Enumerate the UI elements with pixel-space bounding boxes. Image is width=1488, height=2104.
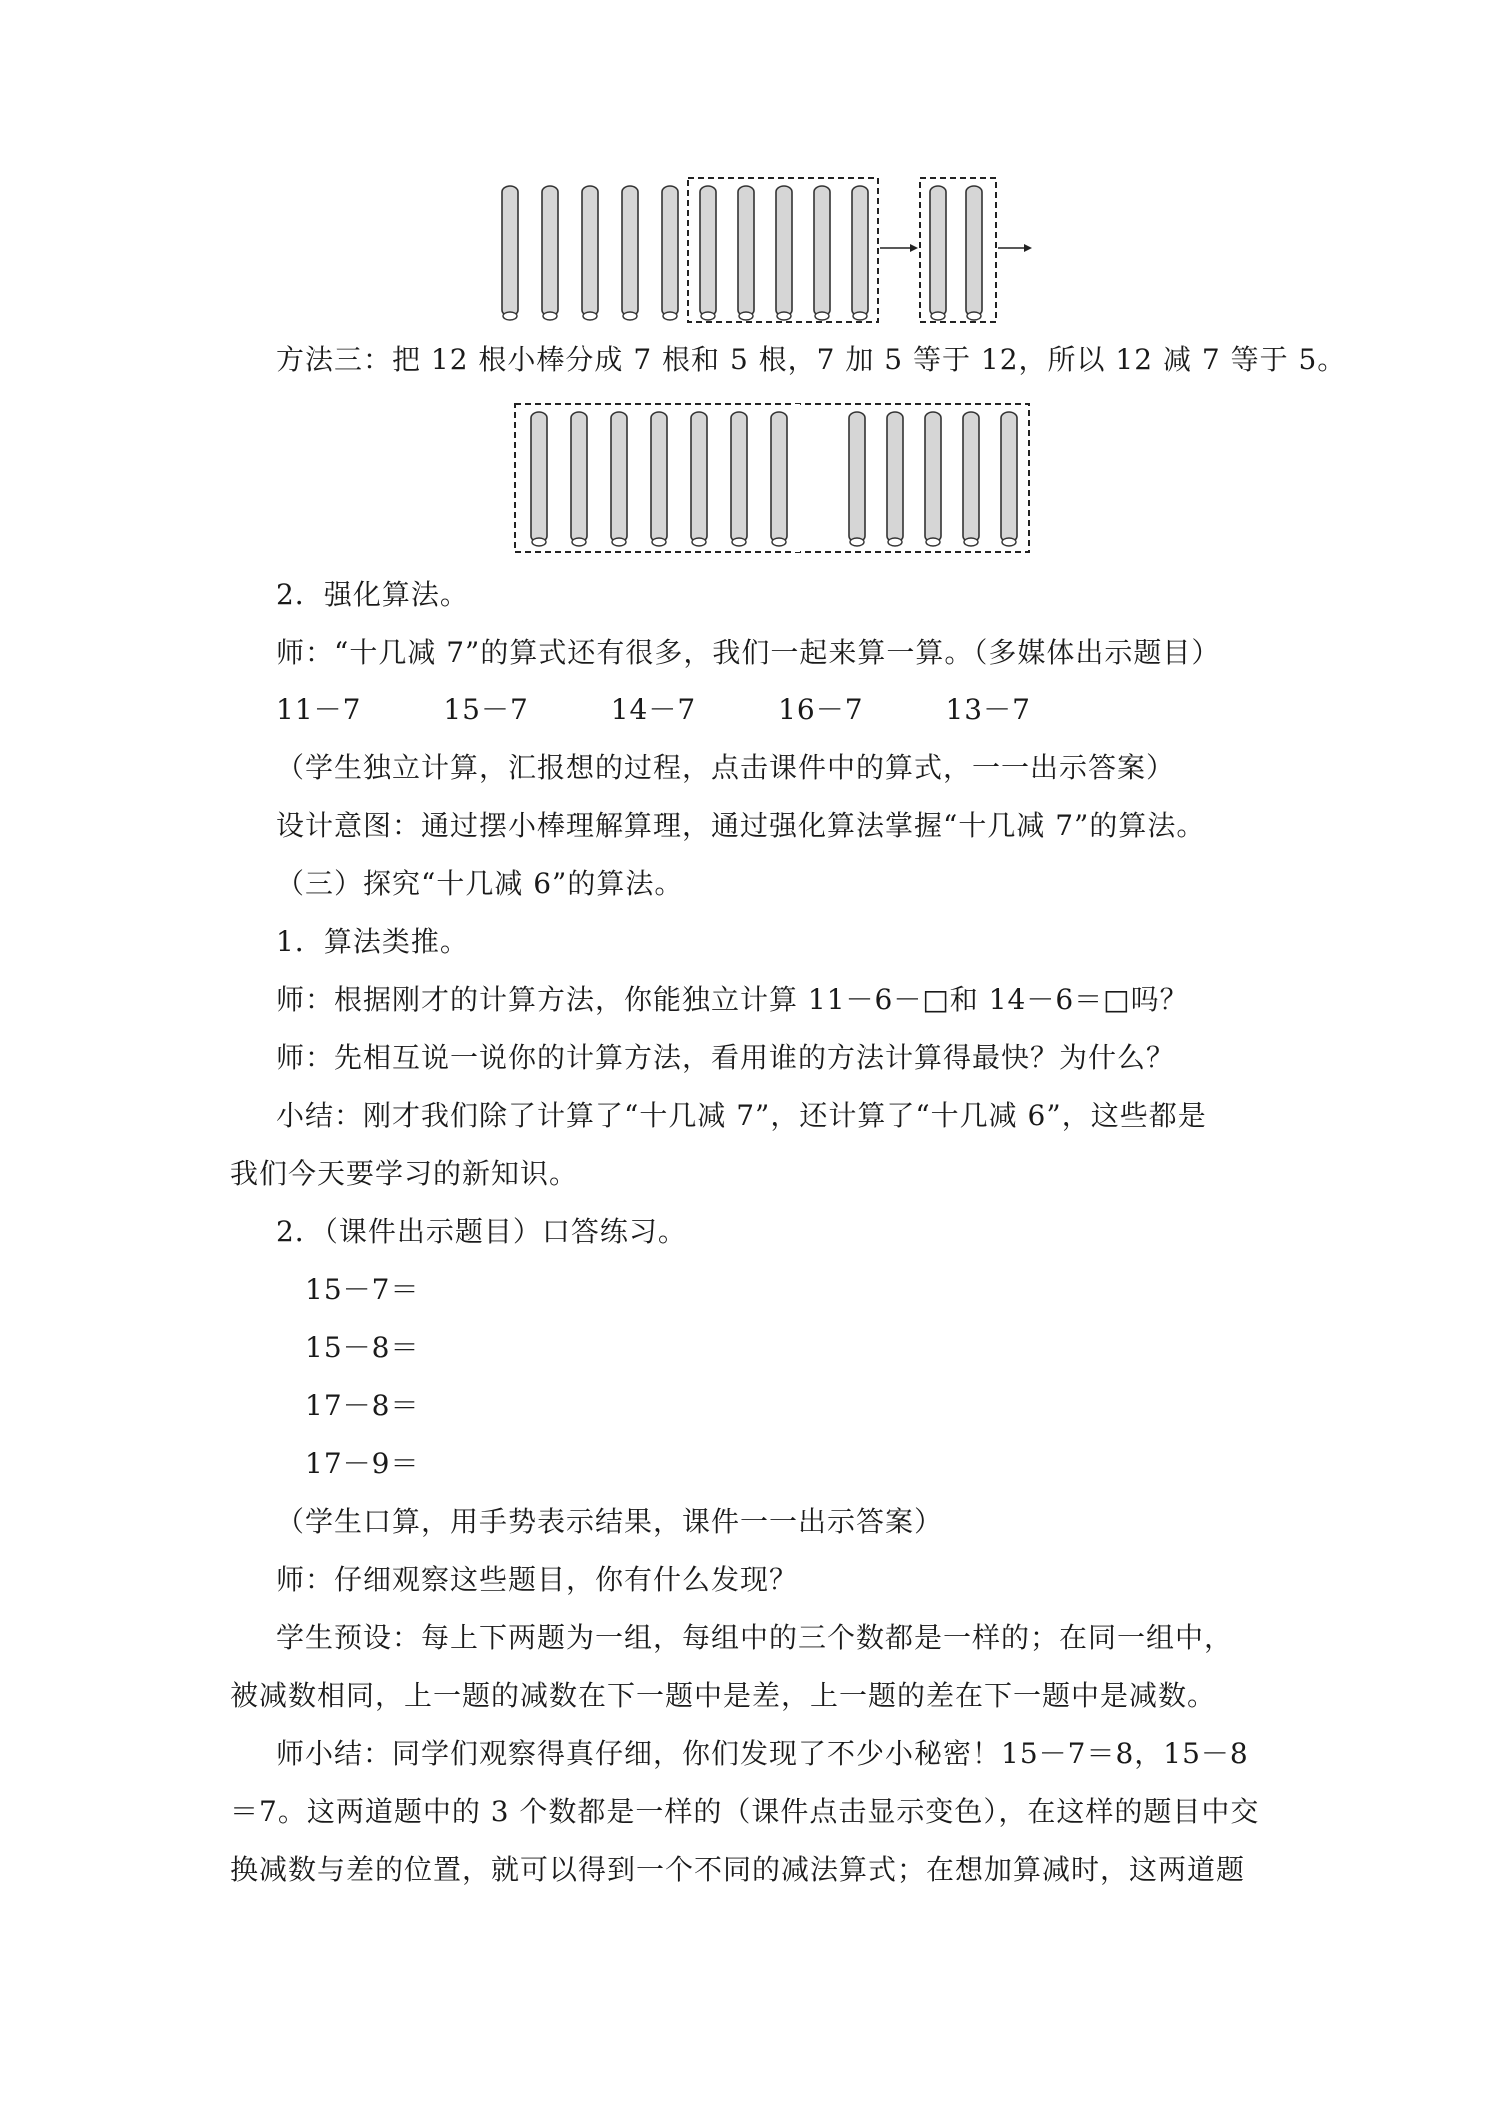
oral-practice-item: 15－8＝ (305, 1331, 420, 1364)
teacher-line-3: 师：先相互说一说你的计算方法，看用谁的方法计算得最快？为什么？ (276, 1041, 1176, 1074)
stick (966, 186, 982, 320)
summary-2-line-a: 师小结：同学们观察得真仔细，你们发现了不少小秘密！15－7＝8，15－8 (276, 1737, 1249, 1770)
teacher-line-4: 师：仔细观察这些题目，你有什么发现？ (276, 1563, 799, 1596)
prediction-line-a: 学生预设：每上下两题为一组，每组中的三个数都是一样的；在同一组中， (276, 1621, 1234, 1654)
student-note-2: （学生口算，用手势表示结果，课件一一出示答案） (276, 1505, 944, 1538)
stick (925, 412, 941, 546)
oral-practice-item: 15－7＝ (305, 1273, 420, 1306)
stick (571, 412, 587, 546)
heading-analogy: 1．算法类推。 (276, 925, 469, 958)
expressions-row (276, 690, 1103, 730)
stick (776, 186, 792, 320)
section-three-heading: （三）探究“十几减 6”的算法。 (276, 867, 684, 900)
stick (502, 186, 518, 320)
sticks-figure-bottom (513, 400, 1033, 560)
stick (651, 412, 667, 546)
student-note-1: （学生独立计算，汇报想的过程，点击课件中的算式，一一出示答案） (276, 751, 1176, 784)
oral-practice-item: 17－9＝ (305, 1447, 420, 1480)
teacher-line-1: 师：“十几减 7”的算式还有很多，我们一起来算一算。（多媒体出示题目） (276, 636, 1221, 669)
design-intent: 设计意图：通过摆小棒理解算理，通过强化算法掌握“十几减 7”的算法。 (276, 809, 1206, 842)
stick (691, 412, 707, 546)
prediction-line-b: 被减数相同，上一题的减数在下一题中是差，上一题的差在下一题中是减数。 (230, 1679, 1217, 1712)
stick (887, 412, 903, 546)
stick (849, 412, 865, 546)
stick (852, 186, 868, 320)
stick (1001, 412, 1017, 546)
stick (738, 186, 754, 320)
summary-1-line-b: 我们今天要学习的新知识。 (230, 1157, 579, 1190)
stick (662, 186, 678, 320)
sticks-figure-top (490, 170, 1050, 330)
stick (542, 186, 558, 320)
summary-2-line-c: 换减数与差的位置，就可以得到一个不同的减法算式；在想加算减时，这两道题 (230, 1853, 1246, 1886)
stick (930, 186, 946, 320)
stick (611, 412, 627, 546)
method-three-text: 方法三：把 12 根小棒分成 7 根和 5 根，7 加 5 等于 12，所以 12 减 7 等于 5。 (276, 343, 1347, 376)
heading-oral-practice: 2．（课件出示题目）口答练习。 (276, 1215, 687, 1248)
summary-2-line-b: ＝7。这两道题中的 3 个数都是一样的（课件点击显示变色），在这样的题目中交 (230, 1795, 1260, 1828)
stick (531, 412, 547, 546)
stick (814, 186, 830, 320)
expression: 11－7 (276, 693, 362, 726)
expression: 15－7 (443, 693, 529, 726)
expression: 13－7 (945, 693, 1031, 726)
stick (700, 186, 716, 320)
heading-reinforce: 2．强化算法。 (276, 578, 469, 611)
expression: 16－7 (778, 693, 864, 726)
summary-1-line-a: 小结：刚才我们除了计算了“十几减 7”，还计算了“十几减 6”，这些都是 (276, 1099, 1207, 1132)
stick (622, 186, 638, 320)
stick (963, 412, 979, 546)
stick (731, 412, 747, 546)
stick (771, 412, 787, 546)
expression: 14－7 (610, 693, 697, 726)
teacher-line-2: 师：根据刚才的计算方法，你能独立计算 11－6－□和 14－6＝□吗？ (276, 983, 1189, 1016)
oral-practice-item: 17－8＝ (305, 1389, 420, 1422)
stick (582, 186, 598, 320)
